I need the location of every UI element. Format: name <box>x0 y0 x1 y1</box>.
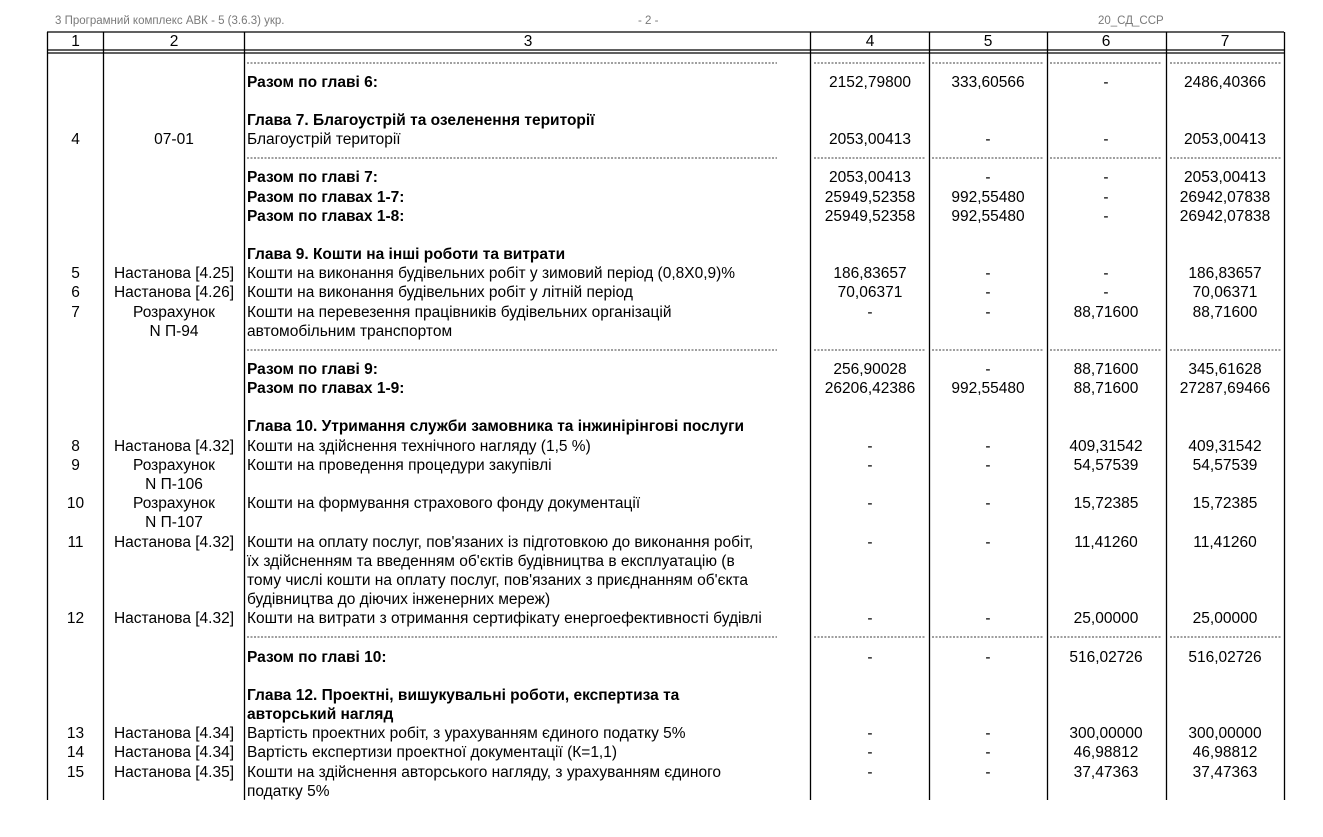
cell-col4: - <box>867 534 873 551</box>
cell-number: 9 <box>71 457 80 474</box>
cell-col6: - <box>1103 74 1109 91</box>
cell-col6: - <box>1103 265 1109 282</box>
cell-col6: - <box>1103 284 1109 301</box>
cell-col7: 26942,07838 <box>1179 189 1271 206</box>
cell-col4: 2053,00413 <box>829 169 911 186</box>
cell-code: 07-01 <box>154 131 194 148</box>
cell-col6: 54,57539 <box>1073 457 1139 474</box>
cell-col7: 88,71600 <box>1192 304 1258 321</box>
cell-col6: - <box>1103 169 1109 186</box>
cell-name-line2: автомобільним транспортом <box>247 323 453 340</box>
cell-col7: 54,57539 <box>1192 457 1258 474</box>
cell-name: Кошти на формування страхового фонду документації <box>247 495 641 512</box>
cell-col4: 25949,52358 <box>824 208 916 225</box>
cell-col5: 992,55480 <box>951 208 1025 225</box>
cell-code: Настанова [4.32] <box>113 534 235 551</box>
cell-code: Настанова [4.32] <box>113 610 235 627</box>
chapter-heading-line2: авторський нагляд <box>247 706 394 723</box>
total-label: Разом по главі 10: <box>247 649 387 666</box>
cell-col4: 70,06371 <box>837 284 903 301</box>
cell-col7: 27287,69466 <box>1179 380 1271 397</box>
cell-col6: 11,41260 <box>1074 534 1138 551</box>
cell-code-line2: N П-106 <box>145 476 203 493</box>
cell-col6: 409,31542 <box>1069 438 1143 455</box>
cell-col4: 2152,79800 <box>829 74 911 91</box>
cell-col7: 2053,00413 <box>1184 169 1266 186</box>
cell-col6: 37,47363 <box>1073 764 1139 781</box>
cell-col6: 88,71600 <box>1073 361 1139 378</box>
cell-number: 15 <box>66 764 85 781</box>
cell-number: 7 <box>71 304 80 321</box>
cell-col4: - <box>867 610 873 627</box>
cell-name: Благоустрій території <box>247 131 401 148</box>
total-label: Разом по главах 1-9: <box>247 380 405 397</box>
cell-col5: - <box>985 304 991 321</box>
cell-col4: 186,83657 <box>833 265 907 282</box>
cell-col5: 992,55480 <box>951 380 1025 397</box>
cell-col7: 300,00000 <box>1188 725 1262 742</box>
cell-col6: - <box>1103 208 1109 225</box>
cell-col4: - <box>867 438 873 455</box>
cell-number: 13 <box>66 725 85 742</box>
column-header-4: 4 <box>865 33 875 50</box>
cell-col7: 186,83657 <box>1188 265 1262 282</box>
cell-col5: - <box>985 495 991 512</box>
cell-col6: 88,71600 <box>1073 304 1139 321</box>
cell-col4: - <box>867 764 873 781</box>
column-header-7: 7 <box>1220 33 1230 50</box>
header-software-name: 3 Програмний комплекс АВК - 5 (3.6.3) укр. <box>55 15 285 27</box>
cell-col6: - <box>1103 131 1109 148</box>
cell-col5: - <box>985 284 991 301</box>
cell-code: Настанова [4.34] <box>113 725 235 742</box>
chapter-heading: Глава 9. Кошти на інші роботи та витрати <box>247 246 566 263</box>
cell-col6: 15,72385 <box>1073 495 1139 512</box>
cell-col7: 516,02726 <box>1188 649 1262 666</box>
cell-name: Кошти на здійснення технічного нагляду (1,5 %) <box>247 438 591 455</box>
cell-col5: - <box>985 169 991 186</box>
cell-col4: 26206,42386 <box>824 380 916 397</box>
cell-col7: 15,72385 <box>1192 495 1258 512</box>
cell-col6: - <box>1103 189 1109 206</box>
cell-col4: 256,90028 <box>833 361 907 378</box>
cell-code: Настанова [4.35] <box>113 764 235 781</box>
cell-name-line2: їх здійсненням та введенням об'єктів будівництва в експлуатацію (в <box>247 553 735 570</box>
cell-name-line2: податку 5% <box>247 783 330 800</box>
column-header-2: 2 <box>169 33 179 50</box>
cell-name: Кошти на проведення процедури закупівлі <box>247 457 552 474</box>
chapter-heading: Глава 10. Утримання служби замовника та інжинірінгові послуги <box>247 418 745 435</box>
cell-number: 8 <box>71 438 80 455</box>
cell-code-line2: N П-94 <box>149 323 199 340</box>
cell-col5: - <box>985 265 991 282</box>
cell-col7: 345,61628 <box>1188 361 1262 378</box>
cell-code-line2: N П-107 <box>145 514 203 531</box>
cell-col5: - <box>985 725 991 742</box>
cell-name-line4: будівництва до діючих інженерних мереж) <box>247 591 551 608</box>
cell-name: Кошти на оплату послуг, пов'язаних із підготовкою до виконання робіт, <box>247 534 754 551</box>
cell-name: Кошти на виконання будівельних робіт у зимовий період (0,8Х0,9)% <box>247 265 736 282</box>
cell-code: Розрахунок <box>133 304 215 321</box>
cell-col4: - <box>867 725 873 742</box>
cell-col5: - <box>985 764 991 781</box>
cell-col4: 25949,52358 <box>824 189 916 206</box>
cell-col5: - <box>985 457 991 474</box>
cell-col7: 70,06371 <box>1192 284 1258 301</box>
cell-name: Кошти на перевезення працівників будівельних організацій <box>247 304 672 321</box>
cell-col6: 25,00000 <box>1073 610 1139 627</box>
total-label: Разом по главі 7: <box>247 169 378 186</box>
cell-col7: 409,31542 <box>1188 438 1262 455</box>
cell-name: Вартість проектних робіт, з урахуванням єдиного податку 5% <box>247 725 686 742</box>
cell-name: Кошти на здійснення авторського нагляду, з урахуванням єдиного <box>247 764 722 781</box>
cell-number: 11 <box>67 534 84 551</box>
cell-number: 4 <box>71 131 80 148</box>
cell-col4: - <box>867 744 873 761</box>
cell-col6: 300,00000 <box>1069 725 1143 742</box>
cell-col4: - <box>867 649 873 666</box>
cell-number: 6 <box>71 284 80 301</box>
header-document-code: 20_СД_ССР <box>1098 15 1164 27</box>
total-label: Разом по главі 9: <box>247 361 378 378</box>
total-label: Разом по главі 6: <box>247 74 378 91</box>
cell-col5: - <box>985 744 991 761</box>
cell-col4: - <box>867 457 873 474</box>
cell-col7: 11,41260 <box>1193 534 1257 551</box>
cell-col5: - <box>985 610 991 627</box>
chapter-heading: Глава 12. Проектні, вишукувальні роботи, експертиза та <box>247 687 680 704</box>
cell-col4: - <box>867 495 873 512</box>
cell-col5: 992,55480 <box>951 189 1025 206</box>
cell-col5: - <box>985 649 991 666</box>
cell-number: 14 <box>66 744 85 761</box>
cell-col5: - <box>985 438 991 455</box>
cell-number: 10 <box>66 495 85 512</box>
cell-code: Настанова [4.32] <box>113 438 235 455</box>
column-header-6: 6 <box>1101 33 1111 50</box>
cell-code: Настанова [4.34] <box>113 744 235 761</box>
cell-name-line3: тому числі кошти на оплату послуг, пов'язаних з приєднанням об'єкта <box>247 572 749 589</box>
column-header-3: 3 <box>523 33 533 50</box>
cell-col7: 26942,07838 <box>1179 208 1271 225</box>
column-header-5: 5 <box>983 33 993 50</box>
cell-col7: 2053,00413 <box>1184 131 1266 148</box>
cell-col7: 37,47363 <box>1192 764 1258 781</box>
cell-col5: 333,60566 <box>951 74 1025 91</box>
cell-col6: 88,71600 <box>1073 380 1139 397</box>
header-page-number: - 2 - <box>638 15 659 27</box>
cell-col6: 516,02726 <box>1069 649 1143 666</box>
cell-name: Вартість експертизи проектної документації (К=1,1) <box>247 744 618 761</box>
total-label: Разом по главах 1-7: <box>247 189 405 206</box>
cell-col4: 2053,00413 <box>829 131 911 148</box>
chapter-heading: Глава 7. Благоустрій та озеленення території <box>247 112 595 129</box>
cell-col4: - <box>867 304 873 321</box>
total-label: Разом по главах 1-8: <box>247 208 405 225</box>
cell-col5: - <box>985 361 991 378</box>
cell-col5: - <box>985 131 991 148</box>
cell-name: Кошти на виконання будівельних робіт у літній період <box>247 284 633 301</box>
cell-col6: 46,98812 <box>1073 744 1139 761</box>
cell-code: Розрахунок <box>133 457 215 474</box>
cell-name: Кошти на витрати з отримання сертифікату енергоефективності будівлі <box>247 610 762 627</box>
cell-col7: 2486,40366 <box>1184 74 1266 91</box>
column-header-1: 1 <box>71 33 80 50</box>
cell-col7: 25,00000 <box>1192 610 1258 627</box>
cell-col5: - <box>985 534 991 551</box>
cell-code: Настанова [4.26] <box>113 284 235 301</box>
cell-number: 5 <box>71 265 80 282</box>
cell-code: Розрахунок <box>133 495 215 512</box>
cell-code: Настанова [4.25] <box>113 265 235 282</box>
cell-col7: 46,98812 <box>1192 744 1258 761</box>
cell-number: 12 <box>66 610 85 627</box>
